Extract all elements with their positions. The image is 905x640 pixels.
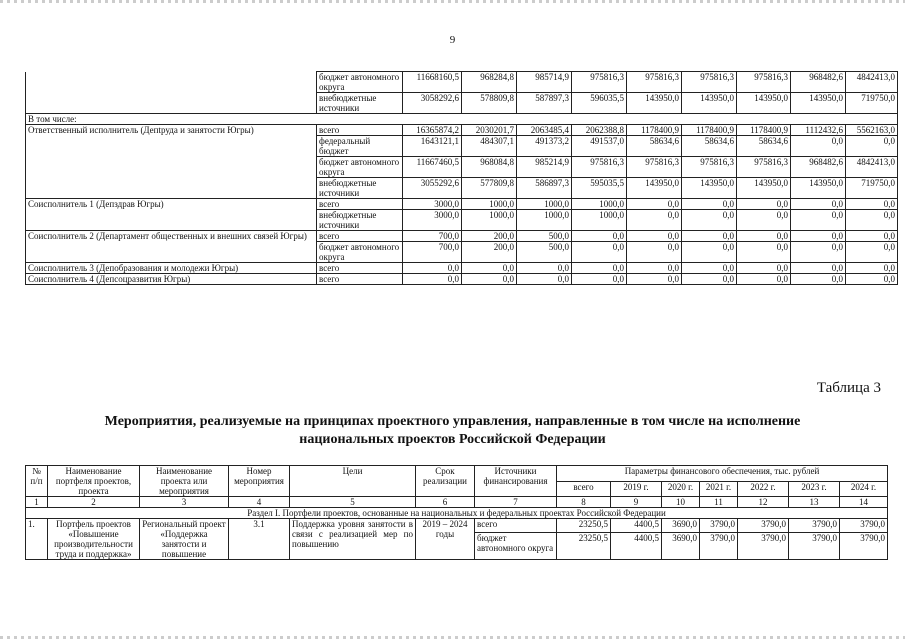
- row-value: 0,0: [846, 199, 898, 210]
- row-value: 11668160,5: [403, 72, 462, 93]
- row-source: бюджет автономного округа: [317, 72, 403, 93]
- row-label: Соисполнитель 1 (Депздрав Югры): [26, 199, 317, 210]
- row-value: 200,0: [462, 242, 517, 263]
- row-value: 143950,0: [627, 93, 682, 114]
- row-value: 0,0: [627, 210, 682, 231]
- header-period: Срок реализации: [416, 466, 475, 497]
- row-label: В том числе:: [26, 114, 898, 125]
- row-value: 0,0: [517, 274, 572, 285]
- table-row: [26, 136, 898, 157]
- row-value: 0,0: [791, 199, 846, 210]
- table-row: [26, 114, 898, 125]
- row-value: 0,0: [572, 263, 627, 274]
- row-value: 985714,9: [517, 72, 572, 93]
- table-row: [26, 210, 898, 231]
- row-value: 1178400,9: [682, 125, 737, 136]
- row-label: Соисполнитель 3 (Депобразования и молодежи Югры): [26, 263, 317, 274]
- row-source: всего: [317, 263, 403, 274]
- row-value: 975816,3: [682, 72, 737, 93]
- row-value: 975816,3: [737, 72, 791, 93]
- table-row: [26, 242, 898, 263]
- row-value: 143950,0: [737, 93, 791, 114]
- row-value: 0,0: [737, 242, 791, 263]
- row-source: федеральный бюджет: [317, 136, 403, 157]
- row-value: 975816,3: [572, 157, 627, 178]
- row-value: 484307,1: [462, 136, 517, 157]
- column-number: 2: [48, 497, 140, 508]
- row-value: 143950,0: [682, 178, 737, 199]
- row-label: Соисполнитель 2 (Департамент общественных и внешних связей Югры): [26, 231, 317, 242]
- column-number: 6: [416, 497, 475, 508]
- row-source: всего: [317, 274, 403, 285]
- row-value: 719750,0: [846, 178, 898, 199]
- row-value: 1000,0: [517, 210, 572, 231]
- table-row: [26, 178, 898, 199]
- row-goals: Поддержка уровня занятости в связи с реализацией мер по повышению: [290, 519, 416, 560]
- row-source: внебюджетные источники: [317, 93, 403, 114]
- table-row: [26, 93, 898, 114]
- row-value: 1000,0: [572, 210, 627, 231]
- row-value: 0,0: [572, 242, 627, 263]
- row-value: 1178400,9: [737, 125, 791, 136]
- row-value: 0,0: [682, 242, 737, 263]
- row-v2-2022: 3790,0: [738, 533, 789, 560]
- row-value: 0,0: [682, 274, 737, 285]
- row-value: 700,0: [403, 242, 462, 263]
- row-value: 0,0: [737, 274, 791, 285]
- row-value: 586897,3: [517, 178, 572, 199]
- row-source: всего: [317, 125, 403, 136]
- row-value: 0,0: [737, 199, 791, 210]
- row-source: внебюджетные источники: [317, 210, 403, 231]
- row-v2-2020: 3690,0: [662, 533, 700, 560]
- row-label: [26, 72, 317, 93]
- header-number: Номер мероприятия: [229, 466, 290, 497]
- row-value: 0,0: [846, 242, 898, 263]
- row-value: 975816,3: [627, 72, 682, 93]
- section-title: Мероприятия, реализуемые на принципах проектного управления, направленные в том числе на исполнение национальных проектов Российской Федерации: [104, 414, 801, 447]
- row-value: 2062388,8: [572, 125, 627, 136]
- row-value: 0,0: [627, 231, 682, 242]
- column-number: 12: [738, 497, 789, 508]
- header-goals: Цели: [290, 466, 416, 497]
- row-value: 1000,0: [462, 199, 517, 210]
- row-value: 200,0: [462, 231, 517, 242]
- row-value: 1178400,9: [627, 125, 682, 136]
- row-value: 0,0: [627, 274, 682, 285]
- row-value: 3055292,6: [403, 178, 462, 199]
- row-v2-2023: 3790,0: [789, 533, 840, 560]
- row-v2-2021: 3790,0: [700, 533, 738, 560]
- header-no: № п/п: [26, 466, 48, 497]
- row-value: 0,0: [682, 199, 737, 210]
- row-source: бюджет автономного округа: [317, 157, 403, 178]
- column-number: 5: [290, 497, 416, 508]
- row-value: 700,0: [403, 231, 462, 242]
- row-project: Региональный проект «Поддержка занятости и повышение: [140, 519, 229, 560]
- table-row: [26, 72, 898, 93]
- row-value: 0,0: [846, 263, 898, 274]
- row-value: 596035,5: [572, 93, 627, 114]
- row-value: 0,0: [627, 263, 682, 274]
- row-source: внебюджетные источники: [317, 178, 403, 199]
- row-value: 968482,6: [791, 157, 846, 178]
- row-value: 975816,3: [737, 157, 791, 178]
- header-portfolio: Наименование портфеля проектов, проекта: [48, 466, 140, 497]
- row-value: 1000,0: [572, 199, 627, 210]
- header-sources: Источники финансирования: [475, 466, 557, 497]
- row-value: 975816,3: [682, 157, 737, 178]
- row-value: 0,0: [572, 231, 627, 242]
- row-value: 0,0: [572, 274, 627, 285]
- row-value: 4842413,0: [846, 72, 898, 93]
- row-value: 143950,0: [682, 93, 737, 114]
- row-value: 0,0: [737, 263, 791, 274]
- row-value: 2030201,7: [462, 125, 517, 136]
- row-value: 578809,8: [462, 93, 517, 114]
- header-2021: 2021 г.: [700, 481, 738, 497]
- row-value: 577809,8: [462, 178, 517, 199]
- row-source-budget: бюджет автономного округа: [475, 533, 557, 560]
- header-params: Параметры финансового обеспечения, тыс. рублей: [557, 466, 888, 482]
- row-v1-2021: 3790,0: [700, 519, 738, 533]
- row-value: 0,0: [682, 210, 737, 231]
- row-value: 0,0: [791, 274, 846, 285]
- row-value: 491537,0: [572, 136, 627, 157]
- row-v1-2020: 3690,0: [662, 519, 700, 533]
- table-row: [26, 274, 898, 285]
- row-value: 3000,0: [403, 210, 462, 231]
- column-number: 13: [789, 497, 840, 508]
- row-value: 0,0: [791, 263, 846, 274]
- row-value: 0,0: [791, 231, 846, 242]
- row-v2-total: 23250,5: [557, 533, 611, 560]
- section-heading: Раздел I. Портфели проектов, основанные на национальных и федеральных проектах Российской Федерации: [26, 508, 888, 519]
- project-measures-table: [25, 465, 888, 560]
- row-number: 3.1: [229, 519, 290, 560]
- row-value: 3000,0: [403, 199, 462, 210]
- row-value: 985214,9: [517, 157, 572, 178]
- row-value: 975816,3: [627, 157, 682, 178]
- row-value: 16365874,2: [403, 125, 462, 136]
- header-project: Наименование проекта или мероприятия: [140, 466, 229, 497]
- row-value: 0,0: [846, 210, 898, 231]
- row-value: 719750,0: [846, 93, 898, 114]
- row-value: 0,0: [517, 263, 572, 274]
- row-value: 587897,3: [517, 93, 572, 114]
- header-2024: 2024 г.: [840, 481, 888, 497]
- header-2023: 2023 г.: [789, 481, 840, 497]
- column-number: 9: [611, 497, 662, 508]
- row-value: 0,0: [462, 263, 517, 274]
- row-value: 143950,0: [627, 178, 682, 199]
- row-label: Соисполнитель 4 (Депсоцразвития Югры): [26, 274, 317, 285]
- row-value: 0,0: [846, 231, 898, 242]
- row-value: 5562163,0: [846, 125, 898, 136]
- row-value: 143950,0: [737, 178, 791, 199]
- row-value: 500,0: [517, 242, 572, 263]
- column-number: 10: [662, 497, 700, 508]
- column-number: 4: [229, 497, 290, 508]
- row-value: 0,0: [682, 231, 737, 242]
- row-source: всего: [317, 231, 403, 242]
- row-value: 0,0: [627, 242, 682, 263]
- row-value: 0,0: [846, 274, 898, 285]
- row-value: 0,0: [791, 242, 846, 263]
- row-value: 0,0: [791, 210, 846, 231]
- row-v1-2022: 3790,0: [738, 519, 789, 533]
- row-value: 0,0: [627, 199, 682, 210]
- row-value: 0,0: [403, 274, 462, 285]
- row-value: 500,0: [517, 231, 572, 242]
- row-v2-2019: 4400,5: [611, 533, 662, 560]
- row-value: 968084,8: [462, 157, 517, 178]
- row-label: [26, 178, 317, 199]
- row-value: 975816,3: [572, 72, 627, 93]
- row-v2-2024: 3790,0: [840, 533, 888, 560]
- row-value: 968284,8: [462, 72, 517, 93]
- row-value: 1643121,1: [403, 136, 462, 157]
- row-value: 595035,5: [572, 178, 627, 199]
- row-value: 58634,6: [737, 136, 791, 157]
- row-value: 11667460,5: [403, 157, 462, 178]
- row-label: [26, 242, 317, 263]
- header-2020: 2020 г.: [662, 481, 700, 497]
- header-2019: 2019 г.: [611, 481, 662, 497]
- row-value: 491373,2: [517, 136, 572, 157]
- row-value: 2063485,4: [517, 125, 572, 136]
- header-total: всего: [557, 481, 611, 497]
- row-value: 0,0: [846, 136, 898, 157]
- table-label: Таблица 3: [816, 380, 881, 396]
- column-number: 3: [140, 497, 229, 508]
- row-label: Ответственный исполнитель (Депtруда и занятости Югры): [26, 125, 317, 136]
- row-value: 1112432,6: [791, 125, 846, 136]
- row-value: 1000,0: [517, 199, 572, 210]
- row-v1-2024: 3790,0: [840, 519, 888, 533]
- column-number: 8: [557, 497, 611, 508]
- row-value: 4842413,0: [846, 157, 898, 178]
- row-value: 58634,6: [682, 136, 737, 157]
- row-portfolio: Портфель проектов «Повышение производительности труда и поддержка»: [48, 519, 140, 560]
- row-label: [26, 136, 317, 157]
- row-source-total: всего: [475, 519, 557, 533]
- row-value: 0,0: [682, 263, 737, 274]
- row-no: 1.: [26, 519, 48, 560]
- row-value: 0,0: [737, 231, 791, 242]
- row-label: [26, 93, 317, 114]
- row-v1-2019: 4400,5: [611, 519, 662, 533]
- funding-summary-table: [25, 71, 898, 285]
- column-number: 14: [840, 497, 888, 508]
- table-row: [26, 231, 898, 242]
- row-v1-2023: 3790,0: [789, 519, 840, 533]
- row-value: 0,0: [737, 210, 791, 231]
- page-number: 9: [449, 34, 456, 46]
- row-value: 143950,0: [791, 93, 846, 114]
- row-source: бюджет автономного округа: [317, 242, 403, 263]
- table-row: [26, 263, 898, 274]
- row-label: [26, 210, 317, 231]
- row-source: всего: [317, 199, 403, 210]
- table-row: [26, 125, 898, 136]
- column-number: 7: [475, 497, 557, 508]
- column-number: 1: [26, 497, 48, 508]
- row-value: 0,0: [791, 136, 846, 157]
- row-value: 0,0: [462, 274, 517, 285]
- column-number: 11: [700, 497, 738, 508]
- table-row: [26, 199, 898, 210]
- row-v1-total: 23250,5: [557, 519, 611, 533]
- row-value: 968482,6: [791, 72, 846, 93]
- row-value: 1000,0: [462, 210, 517, 231]
- row-value: 143950,0: [791, 178, 846, 199]
- header-2022: 2022 г.: [738, 481, 789, 497]
- table-row: [26, 157, 898, 178]
- row-value: 0,0: [403, 263, 462, 274]
- row-value: 3058292,6: [403, 93, 462, 114]
- row-period: 2019 – 2024 годы: [416, 519, 475, 560]
- row-label: [26, 157, 317, 178]
- row-value: 58634,6: [627, 136, 682, 157]
